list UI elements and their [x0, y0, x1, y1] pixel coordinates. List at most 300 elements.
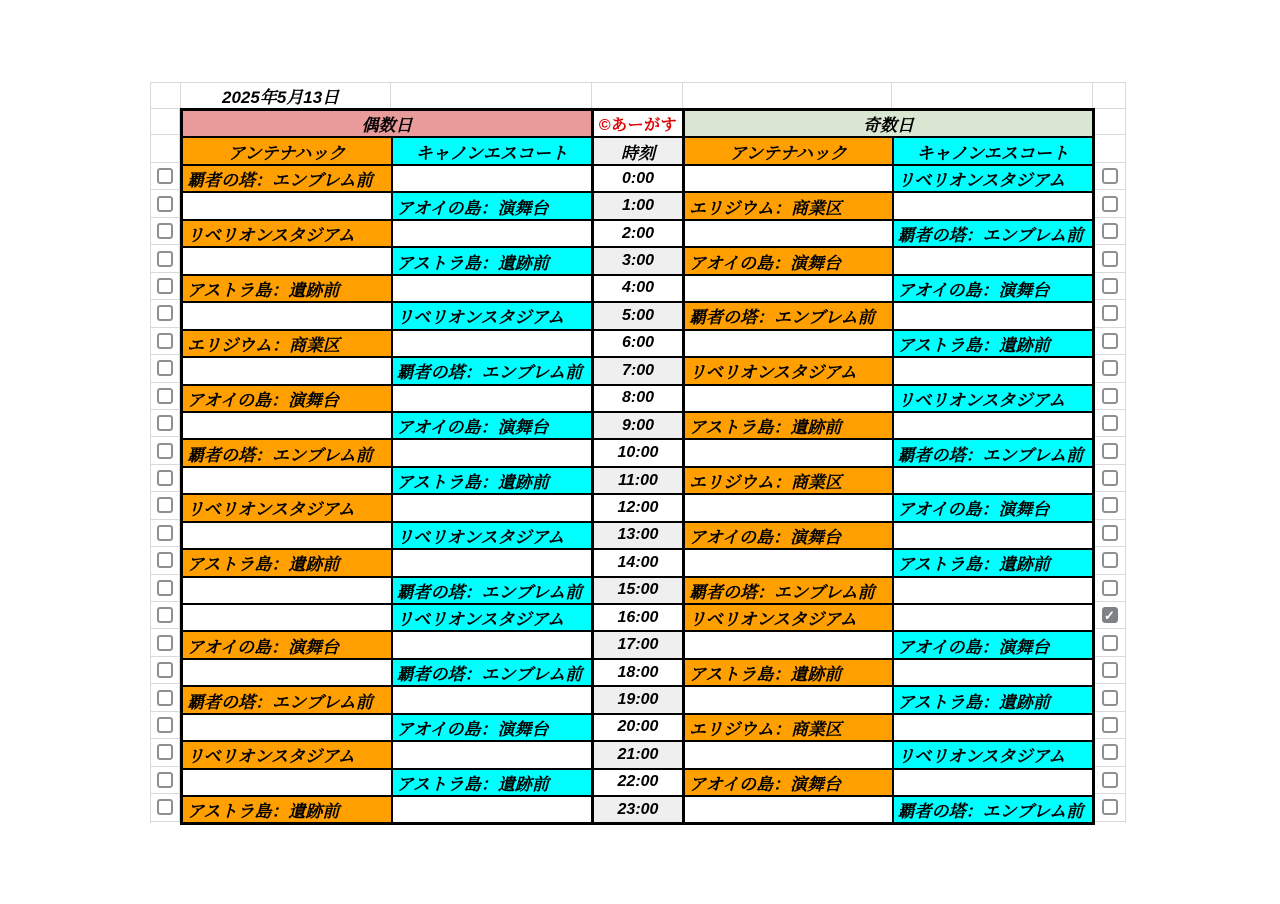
right-checkbox-9:00[interactable] [1102, 415, 1118, 431]
left-checkbox-cell [151, 575, 179, 602]
event-location-label: リベリオンスタジアム [897, 171, 1066, 191]
event-location-label: アオイの島：演舞台 [396, 719, 549, 739]
schedule-row [182, 714, 1094, 741]
odd-cannon-cell [893, 604, 1094, 631]
time-cell [593, 604, 684, 631]
grid-cell [151, 108, 179, 135]
schedule-row [182, 412, 1094, 439]
event-location-label: リベリオンスタジアム [897, 747, 1066, 767]
grid-cell [1094, 135, 1125, 163]
time-value: 20:00 [617, 718, 659, 736]
right-checkbox-8:00[interactable] [1102, 388, 1118, 404]
odd-antenna-cell [684, 522, 893, 549]
odd-cannon-cell [893, 714, 1094, 741]
time-value: 18:00 [617, 663, 659, 681]
event-location-label: 覇者の塔：エンブレム前 [396, 582, 583, 602]
even-antenna-cell [182, 385, 392, 412]
odd-antenna-cell [684, 714, 893, 741]
right-checkbox-cell [1094, 629, 1125, 656]
time-cell [593, 467, 684, 494]
left-checkbox-cell [151, 328, 179, 355]
odd-cannon-cell [893, 165, 1094, 192]
left-checkbox-19:00[interactable] [157, 690, 173, 706]
schedule-row [182, 275, 1094, 302]
odd-antenna-cell [684, 385, 893, 412]
odd-cannon-cell [893, 769, 1094, 796]
event-location-label: リベリオンスタジアム [897, 390, 1066, 410]
time-cell [593, 439, 684, 466]
right-checkbox-1:00[interactable] [1102, 196, 1118, 212]
right-checkbox-cell [1094, 547, 1125, 574]
time-cell [593, 247, 684, 274]
time-cell [593, 302, 684, 329]
time-value: 10:00 [617, 444, 659, 462]
even-days-header [182, 110, 593, 138]
event-location-label: 覇者の塔：エンブレム前 [187, 445, 373, 465]
odd-antenna-cell [684, 357, 893, 384]
time-cell [593, 714, 684, 741]
odd-antenna-cell [684, 604, 893, 631]
right-checkbox-cell [1094, 575, 1125, 602]
right-checkbox-4:00[interactable] [1102, 278, 1118, 294]
even-cannon-cell [392, 192, 593, 219]
event-location-label: アストラ島：遺跡前 [897, 555, 1050, 575]
time-value: 0:00 [621, 169, 655, 187]
even-cannon-cell [392, 522, 593, 549]
odd-antenna-cell [684, 659, 893, 686]
left-checkbox-15:00[interactable] [157, 580, 173, 596]
event-location-label: 覇者の塔：エンブレム前 [396, 363, 583, 383]
right-checkbox-22:00[interactable] [1102, 772, 1118, 788]
even-antenna-cell [182, 220, 392, 247]
event-location-label: リベリオンスタジアム [689, 610, 857, 630]
right-checkbox-cell [1094, 190, 1125, 217]
event-location-label: 覇者の塔：エンブレム前 [897, 445, 1084, 465]
right-checkbox-cell [1094, 465, 1125, 492]
even-cannon-cell [392, 769, 593, 796]
left-checkbox-16:00[interactable] [157, 607, 173, 623]
left-checkbox-14:00[interactable] [157, 552, 173, 568]
odd-cannon-cell [893, 522, 1094, 549]
schedule-row [182, 494, 1094, 521]
right-checkbox-2:00[interactable] [1102, 223, 1118, 239]
left-checkbox-2:00[interactable] [157, 223, 173, 239]
left-checkbox-cell [151, 602, 179, 629]
even-cannon-cell [392, 741, 593, 768]
left-checkbox-cell [151, 245, 179, 272]
time-cell [593, 796, 684, 824]
odd-antenna-cell [684, 741, 893, 768]
left-checkbox-0:00[interactable] [157, 168, 173, 184]
left-checkbox-18:00[interactable] [157, 662, 173, 678]
even-antenna-cell [182, 659, 392, 686]
schedule-row [182, 631, 1094, 658]
odd-days-label: 奇数日 [863, 116, 914, 135]
left-checkbox-20:00[interactable] [157, 717, 173, 733]
event-location-label: アオイの島：演舞台 [689, 774, 841, 794]
left-checkbox-23:00[interactable] [157, 799, 173, 815]
schedule-row [182, 467, 1094, 494]
event-location-label: アストラ島：遺跡前 [689, 665, 842, 685]
right-checkbox-cell [1094, 410, 1125, 437]
cannon-escort-label: キャノンエスコート [916, 143, 1069, 163]
odd-cannon-cell [893, 275, 1094, 302]
schedule-row [182, 439, 1094, 466]
even-days-label: 偶数日 [361, 116, 413, 135]
date-row [150, 82, 1126, 108]
time-cell [593, 522, 684, 549]
event-location-label: アオイの島：演舞台 [396, 198, 549, 218]
schedule-head [182, 110, 1094, 166]
even-cannon-cell [392, 467, 593, 494]
right-checkbox-cell [1094, 273, 1125, 300]
time-cell [593, 631, 684, 658]
left-checkbox-7:00[interactable] [157, 360, 173, 376]
even-cannon-cell [392, 302, 593, 329]
time-cell [593, 577, 684, 604]
time-cell [593, 741, 684, 768]
time-value: 14:00 [617, 553, 659, 571]
left-checkbox-9:00[interactable] [157, 415, 173, 431]
schedule-table [180, 108, 1095, 825]
event-location-label: アオイの島：演舞台 [897, 637, 1050, 657]
right-checkbox-15:00[interactable] [1102, 580, 1118, 596]
odd-cannon-cell [893, 659, 1094, 686]
left-checkbox-5:00[interactable] [157, 305, 173, 321]
even-cannon-cell [392, 631, 593, 658]
schedule-row [182, 741, 1094, 768]
time-value: 22:00 [617, 773, 659, 791]
left-checkbox-cell [151, 794, 179, 821]
right-checkbox-cell [1094, 657, 1125, 684]
schedule-row [182, 796, 1094, 824]
event-location-label: アストラ島：遺跡前 [396, 774, 549, 794]
time-value: 12:00 [617, 498, 659, 516]
left-checkbox-cell [151, 273, 179, 300]
schedule-row [182, 247, 1094, 274]
credit-cell [593, 110, 684, 138]
event-location-label: 覇者の塔：エンブレム前 [897, 226, 1084, 246]
even-cannon-cell [392, 439, 593, 466]
right-checkbox-cell [1094, 767, 1125, 794]
time-value: 6:00 [621, 334, 655, 352]
right-checkbox-cell [1094, 794, 1125, 821]
left-checkbox-17:00[interactable] [157, 635, 173, 651]
schedule-row [182, 220, 1094, 247]
odd-cannon-cell [893, 412, 1094, 439]
event-location-label: 覇者の塔：エンブレム前 [689, 582, 875, 602]
right-checkbox-12:00[interactable] [1102, 497, 1118, 513]
even-antenna-cell [182, 275, 392, 302]
left-checkbox-cell [151, 767, 179, 794]
left-checkbox-22:00[interactable] [157, 772, 173, 788]
odd-cannon-cell [893, 631, 1094, 658]
time-cell [593, 330, 684, 357]
schedule-row [182, 686, 1094, 713]
left-checkbox-cell [151, 739, 179, 766]
right-checkbox-cell [1094, 163, 1125, 190]
odd-antenna-cell [684, 577, 893, 604]
right-checkbox-21:00[interactable] [1102, 744, 1118, 760]
right-checkbox-cell [1094, 492, 1125, 519]
right-checkbox-10:00[interactable] [1102, 443, 1118, 459]
left-checkbox-cell [151, 657, 179, 684]
event-location-label: リベリオンスタジアム [396, 527, 565, 547]
event-location-label: 覇者の塔：エンブレム前 [187, 171, 373, 191]
grid-cell [1093, 83, 1126, 109]
event-location-label: アオイの島：演舞台 [689, 253, 841, 273]
time-cell [593, 659, 684, 686]
odd-antenna-cell [684, 330, 893, 357]
grid-cell [1094, 108, 1125, 135]
right-checkbox-14:00[interactable] [1102, 552, 1118, 568]
odd-cannon-cell [893, 577, 1094, 604]
odd-cannon-cell [893, 741, 1094, 768]
odd-antenna-cell [684, 769, 893, 796]
grid-cell [391, 83, 592, 109]
odd-cannon-cell [893, 192, 1094, 219]
even-cannon-cell [392, 247, 593, 274]
schedule-row [182, 330, 1094, 357]
odd-cannon-cell [893, 330, 1094, 357]
odd-cannon-cell [893, 467, 1094, 494]
odd-antenna-cell [684, 192, 893, 219]
time-value: 13:00 [617, 526, 659, 544]
left-checkbox-cell [151, 383, 179, 410]
schedule-row [182, 385, 1094, 412]
left-checkbox-6:00[interactable] [157, 333, 173, 349]
event-location-label: リベリオンスタジアム [187, 747, 355, 767]
even-antenna-cell [182, 494, 392, 521]
time-value: 1:00 [621, 197, 655, 215]
date-cell [181, 83, 391, 109]
even-antenna-cell [182, 604, 392, 631]
event-location-label: リベリオンスタジアム [187, 500, 355, 520]
grid-cell [151, 135, 179, 163]
time-cell [593, 220, 684, 247]
odd-cannon-cell [893, 796, 1094, 824]
even-antenna-cell [182, 631, 392, 658]
time-value: 5:00 [621, 306, 655, 324]
grid-cell [151, 83, 181, 109]
right-checkbox-13:00[interactable] [1102, 525, 1118, 541]
schedule-row [182, 604, 1094, 631]
time-value: 4:00 [621, 279, 655, 297]
even-antenna-cell [182, 714, 392, 741]
even-cannon-header [392, 137, 593, 165]
odd-antenna-cell [684, 247, 893, 274]
left-checkbox-3:00[interactable] [157, 251, 173, 267]
event-location-label: リベリオンスタジアム [396, 610, 565, 630]
right-checkbox-18:00[interactable] [1102, 662, 1118, 678]
odd-cannon-header [893, 137, 1094, 165]
right-checkbox-cell [1094, 602, 1125, 629]
left-checkbox-cell [151, 163, 179, 190]
right-checkbox-column [1093, 108, 1126, 823]
right-checkbox-cell [1094, 712, 1125, 739]
right-checkbox-23:00[interactable] [1102, 799, 1118, 815]
right-checkbox-cell [1094, 383, 1125, 410]
left-checkbox-12:00[interactable] [157, 497, 173, 513]
odd-antenna-cell [684, 549, 893, 576]
even-antenna-cell [182, 467, 392, 494]
time-value: 3:00 [621, 252, 655, 270]
time-value: 11:00 [618, 471, 658, 489]
grid-cell [683, 83, 892, 109]
time-value: 16:00 [617, 608, 659, 626]
time-value: 15:00 [617, 581, 659, 599]
time-value: 19:00 [617, 691, 659, 709]
even-cannon-cell [392, 714, 593, 741]
odd-cannon-cell [893, 385, 1094, 412]
even-antenna-header [182, 137, 392, 165]
even-antenna-cell [182, 439, 392, 466]
even-antenna-cell [182, 302, 392, 329]
antenna-hack-label: アンテナハック [228, 143, 346, 163]
odd-antenna-cell [684, 412, 893, 439]
event-location-label: エリジウム：商業区 [689, 719, 842, 739]
time-value: 23:00 [617, 800, 659, 818]
left-checkbox-cell [151, 547, 179, 574]
event-location-label: アストラ島：遺跡前 [396, 473, 549, 493]
event-location-label: 覇者の塔：エンブレム前 [689, 308, 875, 328]
even-antenna-cell [182, 769, 392, 796]
left-checkbox-cell [151, 437, 179, 464]
odd-cannon-cell [893, 302, 1094, 329]
even-cannon-cell [392, 686, 593, 713]
credit-label: ©あーがす [598, 117, 678, 134]
odd-antenna-cell [684, 686, 893, 713]
left-checkbox-13:00[interactable] [157, 525, 173, 541]
event-location-label: アストラ島：遺跡前 [689, 418, 842, 438]
schedule-date: 2025年5月13日 [222, 88, 340, 107]
odd-antenna-cell [684, 165, 893, 192]
time-value: 2:00 [621, 224, 655, 242]
odd-antenna-cell [684, 467, 893, 494]
even-cannon-cell [392, 659, 593, 686]
event-location-label: アストラ島：遺跡前 [187, 802, 340, 822]
left-checkbox-cell [151, 218, 179, 245]
right-checkbox-cell [1094, 520, 1125, 547]
even-cannon-cell [392, 220, 593, 247]
event-location-label: エリジウム：商業区 [689, 198, 842, 218]
event-location-label: 覇者の塔：エンブレム前 [187, 692, 373, 712]
event-location-label: 覇者の塔：エンブレム前 [396, 665, 583, 685]
even-antenna-cell [182, 522, 392, 549]
even-cannon-cell [392, 165, 593, 192]
time-value: 8:00 [621, 389, 655, 407]
antenna-hack-label: アンテナハック [729, 143, 847, 163]
even-cannon-cell [392, 412, 593, 439]
odd-cannon-cell [893, 549, 1094, 576]
right-checkbox-11:00[interactable] [1102, 470, 1118, 486]
time-cell [593, 385, 684, 412]
event-location-label: アオイの島：演舞台 [897, 280, 1050, 300]
odd-cannon-cell [893, 357, 1094, 384]
time-header [593, 137, 684, 165]
event-location-label: アストラ島：遺跡前 [187, 280, 340, 300]
odd-antenna-cell [684, 302, 893, 329]
event-location-label: リベリオンスタジアム [689, 363, 857, 383]
even-antenna-cell [182, 577, 392, 604]
grid-cell [592, 83, 683, 109]
left-checkbox-cell [151, 712, 179, 739]
schedule-row [182, 357, 1094, 384]
event-location-label: アストラ島：遺跡前 [396, 253, 549, 273]
right-checkbox-6:00[interactable] [1102, 333, 1118, 349]
even-cannon-cell [392, 494, 593, 521]
odd-antenna-cell [684, 439, 893, 466]
right-checkbox-3:00[interactable] [1102, 251, 1118, 267]
right-checkbox-7:00[interactable] [1102, 360, 1118, 376]
grid-cell [892, 83, 1093, 109]
even-cannon-cell [392, 577, 593, 604]
right-checkbox-cell [1094, 328, 1125, 355]
left-checkbox-1:00[interactable] [157, 196, 173, 212]
right-checkbox-19:00[interactable] [1102, 690, 1118, 706]
time-value: 17:00 [617, 636, 659, 654]
left-checkbox-cell [151, 410, 179, 437]
right-checkbox-16:00[interactable]: ✓ [1102, 607, 1118, 623]
odd-cannon-cell [893, 439, 1094, 466]
odd-antenna-cell [684, 220, 893, 247]
odd-cannon-cell [893, 494, 1094, 521]
left-checkbox-cell [151, 300, 179, 327]
time-label: 時刻 [621, 143, 655, 163]
even-antenna-cell [182, 192, 392, 219]
odd-antenna-cell [684, 796, 893, 824]
even-antenna-cell [182, 686, 392, 713]
odd-antenna-cell [684, 275, 893, 302]
event-location-label: アオイの島：演舞台 [897, 500, 1050, 520]
time-value: 21:00 [617, 745, 659, 763]
left-checkbox-21:00[interactable] [157, 744, 173, 760]
left-checkbox-cell [151, 684, 179, 711]
left-checkbox-cell [151, 465, 179, 492]
left-checkbox-11:00[interactable] [157, 470, 173, 486]
right-checkbox-cell [1094, 300, 1125, 327]
event-location-label: アオイの島：演舞台 [396, 418, 549, 438]
even-antenna-cell [182, 741, 392, 768]
event-location-label: アオイの島：演舞台 [187, 390, 339, 410]
even-antenna-cell [182, 247, 392, 274]
event-location-label: アストラ島：遺跡前 [897, 335, 1050, 355]
event-location-label: リベリオンスタジアム [187, 226, 355, 246]
right-checkbox-0:00[interactable] [1102, 168, 1118, 184]
even-cannon-cell [392, 357, 593, 384]
right-checkbox-5:00[interactable] [1102, 305, 1118, 321]
schedule-row [182, 769, 1094, 796]
even-antenna-cell [182, 796, 392, 824]
right-checkbox-20:00[interactable] [1102, 717, 1118, 733]
right-checkbox-cell [1094, 245, 1125, 272]
time-cell [593, 686, 684, 713]
right-checkbox-cell [1094, 355, 1125, 382]
right-checkbox-17:00[interactable] [1102, 635, 1118, 651]
event-location-label: アオイの島：演舞台 [689, 527, 841, 547]
event-location-label: エリジウム：商業区 [187, 335, 340, 355]
left-checkbox-8:00[interactable] [157, 388, 173, 404]
odd-cannon-cell [893, 247, 1094, 274]
left-checkbox-10:00[interactable] [157, 443, 173, 459]
even-cannon-cell [392, 385, 593, 412]
schedule-row [182, 659, 1094, 686]
spreadsheet-area [150, 82, 1126, 823]
time-cell [593, 494, 684, 521]
odd-antenna-cell [684, 494, 893, 521]
left-checkbox-cell [151, 190, 179, 217]
left-checkbox-4:00[interactable] [157, 278, 173, 294]
